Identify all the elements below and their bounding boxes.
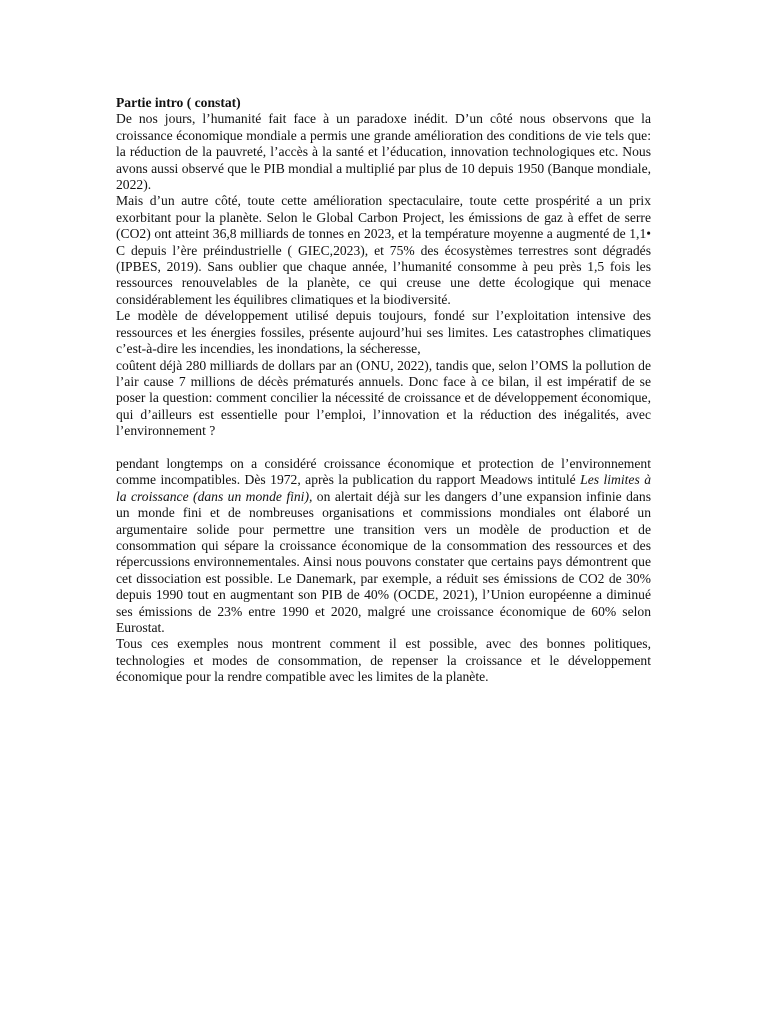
paragraph-development-model: Le modèle de développement utilisé depuis toujours, fondé sur l’exploitation intensive des ressources et les énergies fossiles, présente aujourd’hui ses limites. Les catastrophes climatiques c’est-à-dire les incendies, les inondations, la sécheresse, — [116, 308, 651, 357]
paragraph-decoupling — [116, 456, 651, 636]
decoupling-text-end: on alertait déjà sur les dangers d’une expansion infinie dans un monde fini et de nombreuses organisations et commissions mondiales ont élaboré un argumentaire solide pour permettre une transition vers un modèle de production et de consommation qui sépare la croissance économique de la consommation des ressources et des répercussions environnementales. Ainsi nous pouvons constater que certains pays démontrent que cet dissociation est possible. Le Danemark, par exemple, a réduit ses émissions de CO2 de 30% depuis 1990 tout en augmentant son PIB de 40% (OCDE, 2021), l’Union européenne a diminué ses émissions de 23% entre 1990 et 2020, malgré une croissance économique de 60% selon Eurostat. — [116, 488, 651, 635]
paragraph-conclusion: Tous ces exemples nous montrent comment il est possible, avec des bonnes politiques, technologies et modes de consommation, de repenser la croissance et le développement économique pour la rendre compatible avec les limites de la planète. — [116, 636, 651, 685]
book-title: Les limites à la croissance (dans un monde fini), — [116, 472, 651, 504]
paragraph-paradox: De nos jours, l’humanité fait face à un paradoxe inédit. D’un côté nous observons que la croissance économique mondiale a permis une grande amélioration des conditions de vie tels que: la réduction de la pauvreté, l’accès à la santé et l’éducation, innovation technologiques etc. Nous avons aussi observé que le PIB mondial a multiplié par plus de 10 depuis 1950 (Banque mondiale, 2022). — [116, 111, 651, 193]
paragraph-planet-cost: Mais d’un autre côté, toute cette amélioration spectaculaire, toute cette prospérité a un prix exorbitant pour la planète. Selon le Global Carbon Project, les émissions de gaz à effet de serre (CO2) ont atteint 36,8 milliards de tonnes en 2023, et la température moyenne a augmenté de 1,1• C depuis l’ère préindustrielle ( GIEC,2023), et 75% des écosystèmes terrestres sont dégradés (IPBES, 2019). Sans oublier que chaque année, l’humanité consomme à peu près 1,5 fois les ressources renouvelables de la planète, ce qui creuse une dette écologique qui menace considérablement les équilibres climatiques et la biodiversité. — [116, 193, 651, 307]
paragraph-gap — [116, 440, 651, 456]
paragraph-development-cost: coûtent déjà 280 milliards de dollars par an (ONU, 2022), tandis que, selon l’OMS la pollution de l’air cause 7 millions de décès prématurés annuels. Donc face à ce bilan, il est impératif de se poser la question: comment concilier la nécessité de croissance et de développement économique, qui d’ailleurs est essentielle pour l’emploi, l’innovation et la réduction des inégalités, avec l’environnement ? — [116, 357, 651, 439]
section-heading: Partie intro ( constat) — [116, 95, 241, 110]
document-page — [116, 95, 651, 686]
decoupling-text-start: pendant longtemps on a considéré croissance économique et protection de l’environnement comme incompatibles. Dès 1972, après la publication du rapport Meadows intitulé — [116, 455, 651, 488]
